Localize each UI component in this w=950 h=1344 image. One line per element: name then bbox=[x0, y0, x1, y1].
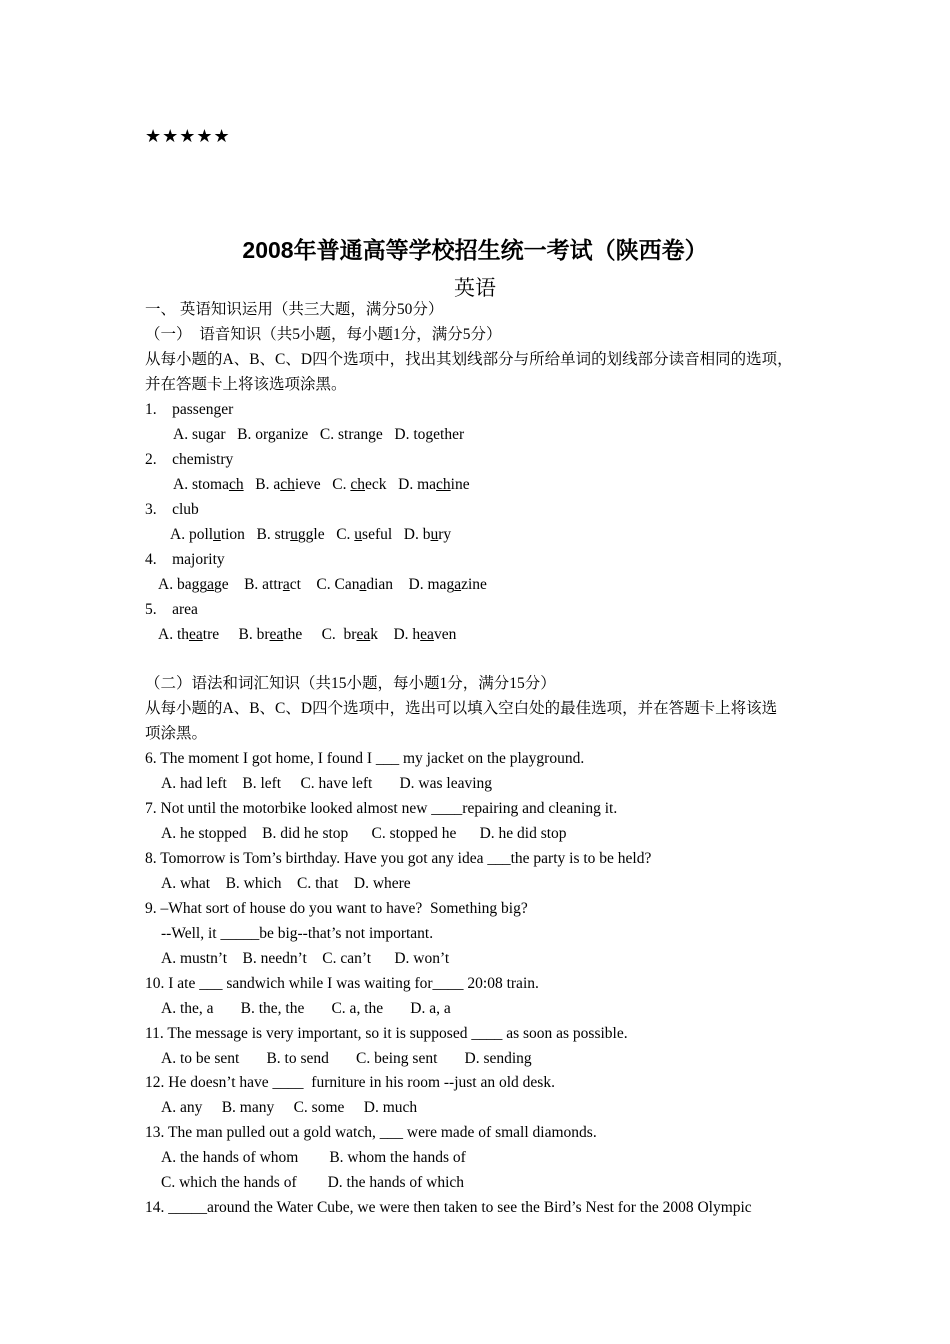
part1-heading: （一） 语音知识（共5小题，每小题1分，满分5分） bbox=[145, 326, 502, 343]
question-13-options-row1: A. the hands of whom B. whom the hands of bbox=[161, 1149, 466, 1166]
part1-instruction: 从每小题的A、B、C、D四个选项中，找出其划线部分与所给单词的划线部分读音相同的选项， bbox=[145, 351, 793, 368]
question-7-options: A. he stopped B. did he stop C. stopped he D. he did stop bbox=[161, 825, 567, 842]
part2-instruction: 从每小题的A、B、C、D四个选项中，选出可以填入空白处的最佳选项，并在答题卡上将该选 bbox=[145, 700, 778, 717]
question-9-stem-cont: --Well, it _____be big--that’s not important. bbox=[161, 925, 434, 942]
question-4-options: A. baggage B. attract C. Canadian D. magazine bbox=[158, 576, 487, 593]
question-14-stem: 14. _____around the Water Cube, we were then taken to see the Bird’s Nest for the 2008 Olympic bbox=[145, 1199, 752, 1216]
question-10-stem: 10. I ate ___ sandwich while I was waiting for____ 20:08 train. bbox=[145, 975, 539, 992]
question-3-stem: 3. club bbox=[145, 501, 199, 518]
question-13-stem: 13. The man pulled out a gold watch, ___ were made of small diamonds. bbox=[145, 1124, 597, 1141]
question-1-options: A. sugar B. organize C. strange D. together bbox=[173, 426, 465, 443]
question-11-options: A. to be sent B. to send C. being sent D. sending bbox=[161, 1050, 532, 1067]
question-9-options: A. mustn’t B. needn’t C. can’t D. won’t bbox=[161, 950, 450, 967]
question-12-options: A. any B. many C. some D. much bbox=[161, 1099, 418, 1116]
question-2-stem: 2. chemistry bbox=[145, 451, 234, 468]
question-1-stem: 1. passenger bbox=[145, 401, 234, 418]
page-title: 2008年普通高等学校招生统一考试（陕西卷） bbox=[242, 237, 708, 263]
rating-stars: ★★★★★ bbox=[145, 126, 231, 146]
question-6-options: A. had left B. left C. have left D. was leaving bbox=[161, 775, 493, 792]
question-9-stem: 9. –What sort of house do you want to have? Something big? bbox=[145, 900, 528, 917]
question-5-options: A. theatre B. breathe C. break D. heaven bbox=[158, 626, 457, 643]
question-6-stem: 6. The moment I got home, I found I ___ my jacket on the playground. bbox=[145, 750, 585, 767]
part2-heading: （二）语法和词汇知识（共15小题，每小题1分，满分15分） bbox=[145, 675, 556, 692]
question-5-stem: 5. area bbox=[145, 601, 198, 618]
question-7-stem: 7. Not until the motorbike looked almost new ____repairing and cleaning it. bbox=[145, 800, 618, 817]
question-12-stem: 12. He doesn’t have ____ furniture in his room --just an old desk. bbox=[145, 1074, 555, 1091]
question-4-stem: 4. majority bbox=[145, 551, 225, 568]
part2-instruction-cont: 项涂黑。 bbox=[145, 725, 208, 742]
question-3-options: A. pollution B. struggle C. useful D. bury bbox=[170, 526, 452, 543]
section-heading: 一、 英语知识运用（共三大题，满分50分） bbox=[145, 301, 444, 318]
part1-instruction-cont: 并在答题卡上将该选项涂黑。 bbox=[145, 376, 347, 393]
subject-title: 英语 bbox=[454, 276, 496, 300]
question-10-options: A. the, a B. the, the C. a, the D. a, a bbox=[161, 1000, 451, 1017]
question-8-stem: 8. Tomorrow is Tom’s birthday. Have you got any idea ___the party is to be held? bbox=[145, 850, 652, 867]
question-2-options: A. stomach B. achieve C. check D. machine bbox=[173, 476, 470, 493]
question-8-options: A. what B. which C. that D. where bbox=[161, 875, 411, 892]
question-11-stem: 11. The message is very important, so it is supposed ____ as soon as possible. bbox=[145, 1025, 628, 1042]
question-13-options-row2: C. which the hands of D. the hands of which bbox=[161, 1174, 465, 1191]
